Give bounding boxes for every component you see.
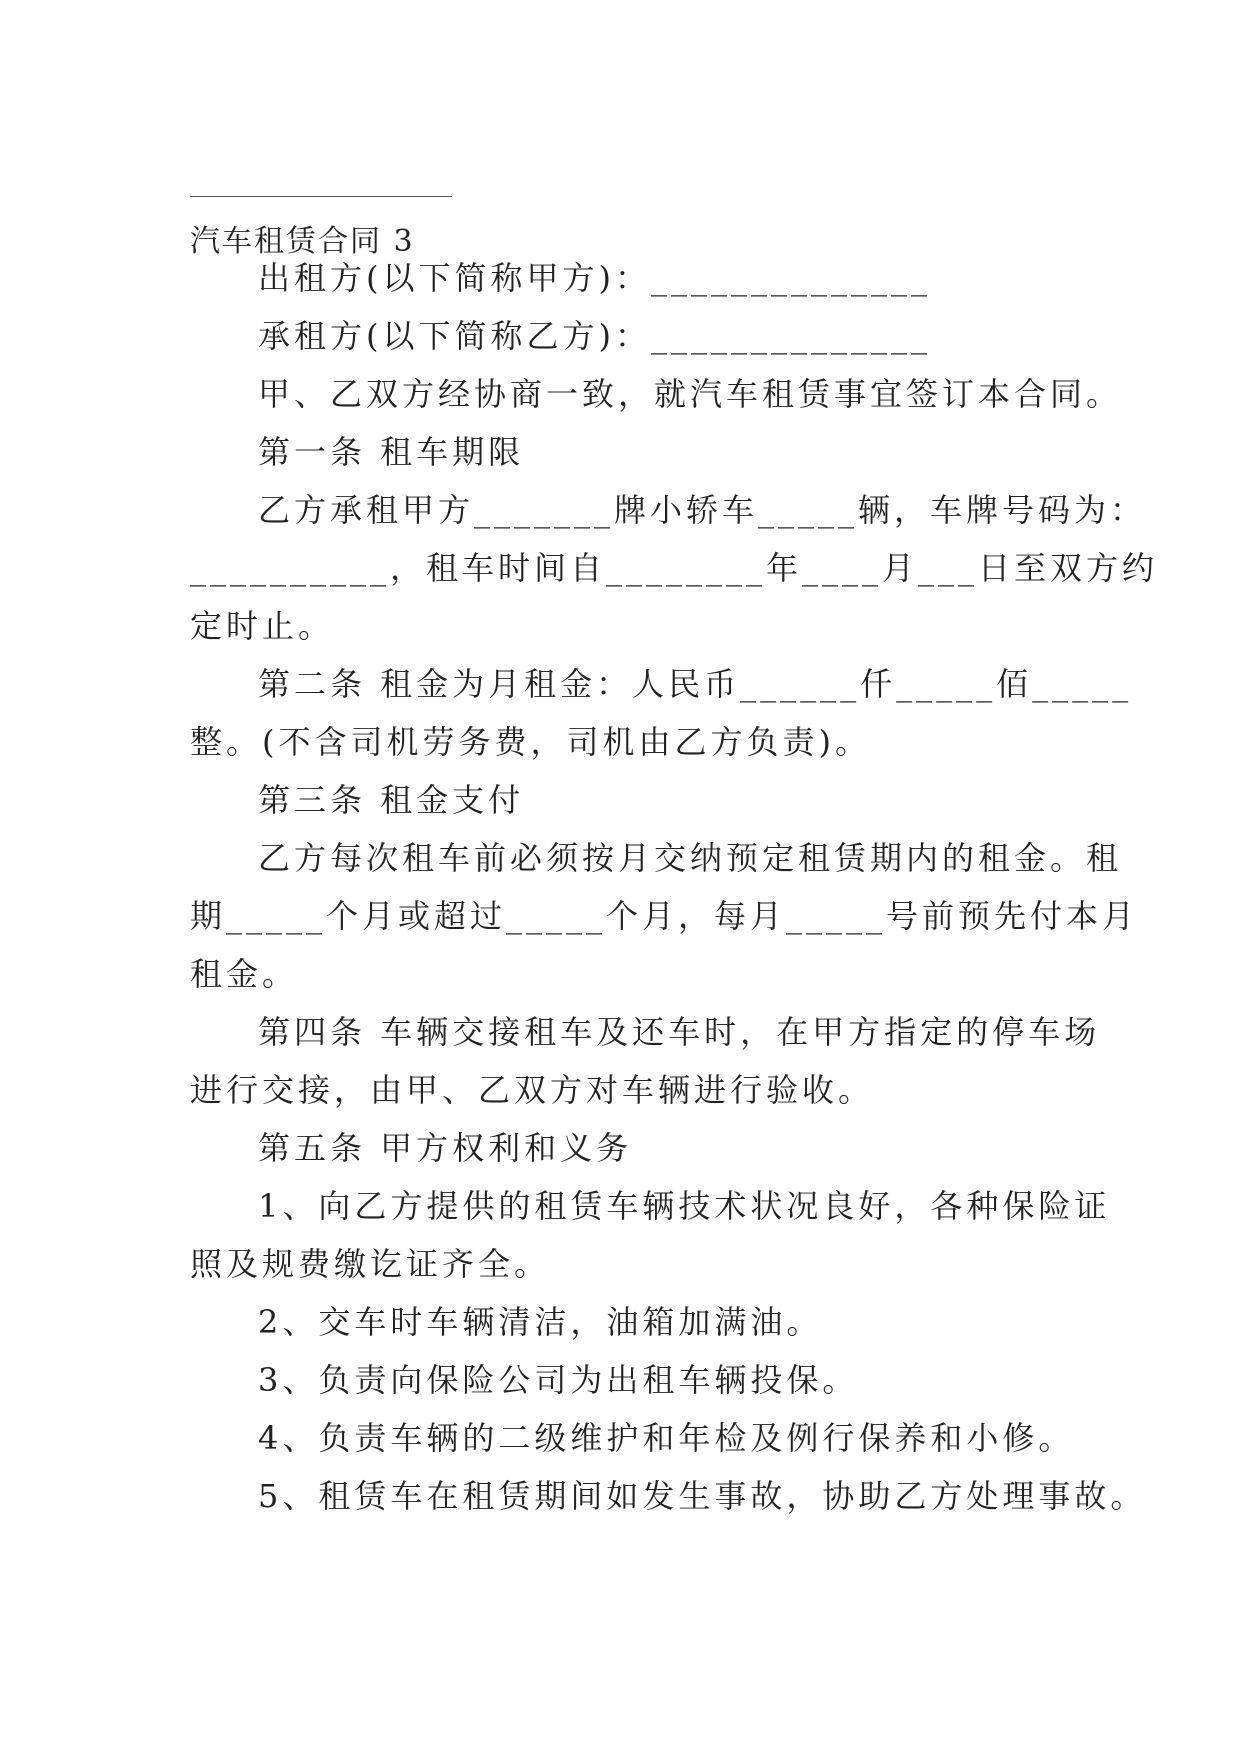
- article-5-item-1: 1、向乙方提供的租赁车辆技术状况良好，各种保险证: [258, 1187, 1111, 1225]
- article-3-text-cont: 期_____个月或超过_____个月，每月_____号前预先付本月: [190, 897, 1139, 935]
- article-5-item-3: 3、负责向保险公司为出租车辆投保。: [258, 1361, 859, 1399]
- article-5-item-5: 5、租赁车在租赁期间如发生事故，协助乙方处理事故。: [258, 1477, 1147, 1515]
- document-title: 汽车租赁合同 3: [190, 224, 415, 259]
- article-3-heading: 第三条 租金支付: [258, 781, 525, 819]
- document-body: [190, 249, 1159, 1525]
- article-1-text-cont: 定时止。: [190, 607, 335, 645]
- article-1-text-cont: __________，租车时间自________年____月___日至双方约: [190, 549, 1159, 587]
- lessor-line: 出租方(以下简称甲方)：______________: [258, 259, 931, 297]
- article-5-heading: 第五条 甲方权利和义务: [258, 1129, 633, 1167]
- top-divider-line: [190, 196, 452, 197]
- article-1-heading: 第一条 租车期限: [258, 433, 525, 471]
- article-4-text-cont: 进行交接，由甲、乙双方对车辆进行验收。: [190, 1071, 875, 1109]
- article-5-item-1-cont: 照及规费缴讫证齐全。: [190, 1245, 551, 1283]
- article-2-text: 第二条 租金为月租金：人民币______仟_____佰_____: [258, 665, 1133, 703]
- article-2-text-cont: 整。(不含司机劳务费，司机由乙方负责)。: [190, 723, 871, 761]
- article-3-text: 乙方每次租车前必须按月交纳预定租赁期内的租金。租: [258, 839, 1123, 877]
- lessee-line: 承租方(以下简称乙方)：______________: [258, 317, 931, 355]
- article-3-text-cont: 租金。: [190, 955, 299, 993]
- article-1-text: 乙方承租甲方_______牌小轿车_____辆，车牌号码为：: [258, 491, 1147, 529]
- article-5-item-2: 2、交车时车辆清洁，油箱加满油。: [258, 1303, 823, 1341]
- article-4-text: 第四条 车辆交接租车及还车时，在甲方指定的停车场: [258, 1013, 1101, 1051]
- article-5-item-4: 4、负责车辆的二级维护和年检及例行保养和小修。: [258, 1419, 1075, 1457]
- agreement-intro: 甲、乙双方经协商一致，就汽车租赁事宜签订本合同。: [258, 375, 1123, 413]
